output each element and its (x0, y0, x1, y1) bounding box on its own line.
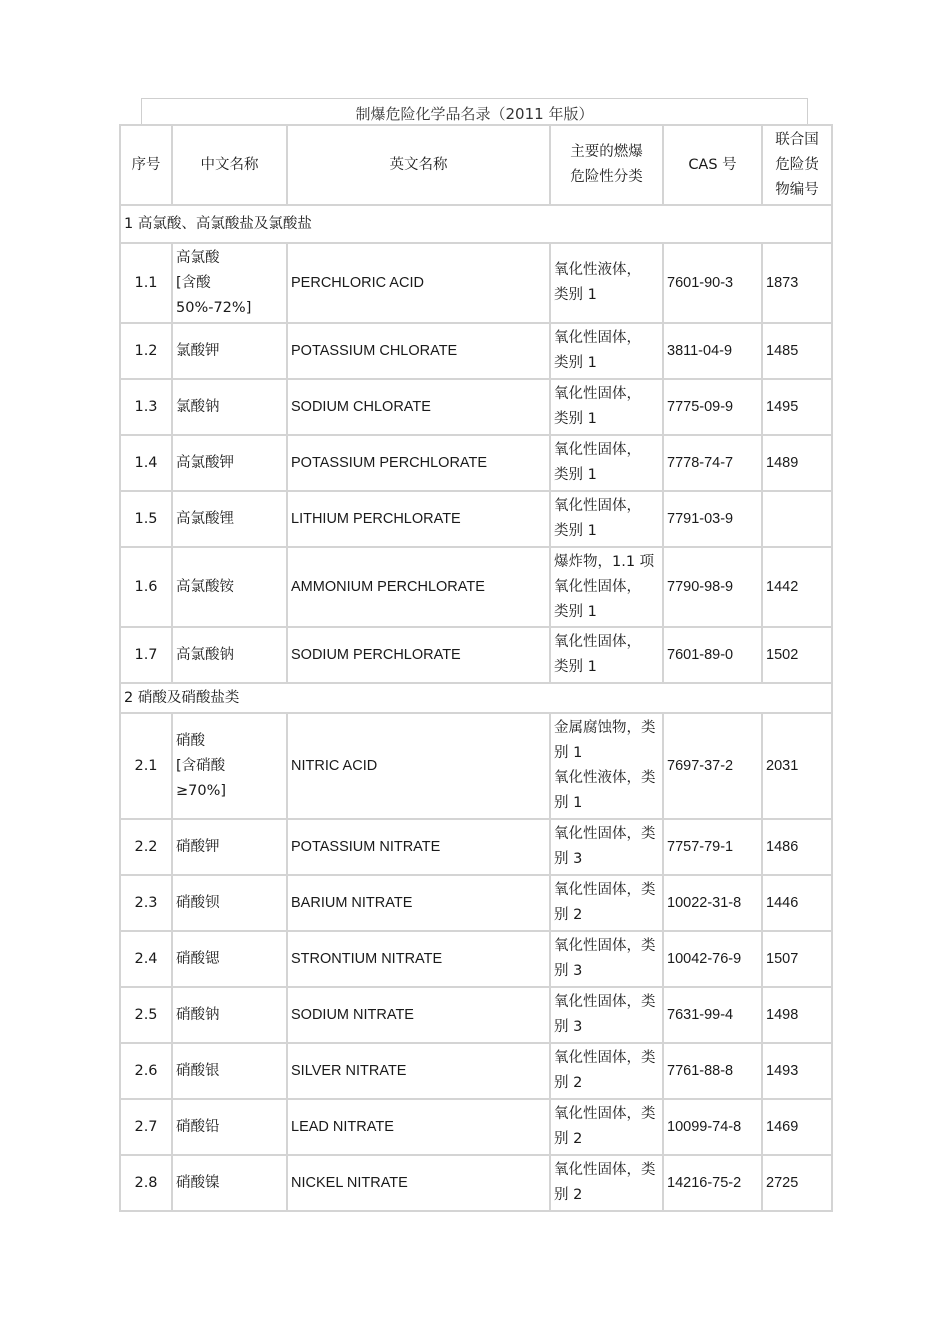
table-row (120, 931, 832, 987)
table-row (120, 1043, 832, 1099)
chinese-name-line: ≥70%] (176, 782, 227, 799)
cell-serial: 1.3 (120, 379, 172, 435)
cell-serial: 1.1 (120, 243, 172, 323)
hazard-line: 别 1 (554, 795, 583, 811)
cell-hazard (550, 491, 663, 547)
cell-hazard (550, 323, 663, 379)
chinese-name-line: 硝酸镍 (176, 1174, 220, 1191)
section-title: 2 硝酸及硝酸盐类 (120, 683, 832, 713)
cell-cas-number: 7631-99-4 (663, 987, 762, 1043)
hazard-line: 氧化性固体， (554, 442, 641, 458)
chinese-name-line: 硝酸铅 (176, 1118, 220, 1135)
hazard-line: 类别 1 (554, 467, 597, 483)
table-row (120, 379, 832, 435)
cell-serial: 1.4 (120, 435, 172, 491)
header-cas: CAS 号 (663, 125, 762, 205)
cell-chinese-name (172, 819, 287, 875)
chinese-name-line: 硝酸银 (176, 1062, 220, 1079)
header-serial: 序号 (120, 125, 172, 205)
chemicals-table (119, 124, 833, 1212)
cell-un-number: 2725 (762, 1155, 832, 1211)
hazard-line: 类别 1 (554, 355, 597, 371)
table-row (120, 1155, 832, 1211)
cell-serial: 1.5 (120, 491, 172, 547)
cell-cas-number: 14216-75-2 (663, 1155, 762, 1211)
chinese-name-line: 氯酸钠 (176, 398, 220, 415)
hazard-line: 类别 1 (554, 659, 597, 675)
chinese-name-line: 高氯酸钠 (176, 646, 234, 663)
chinese-name-line: 50%-72%] (176, 299, 252, 316)
cell-chinese-name (172, 1155, 287, 1211)
cell-un-number: 1873 (762, 243, 832, 323)
header-chinese-name: 中文名称 (172, 125, 287, 205)
cell-hazard (550, 1099, 663, 1155)
cell-cas-number: 7697-37-2 (663, 713, 762, 819)
hazard-line: 氧化性固体，类 (554, 938, 656, 954)
cell-un-number: 1493 (762, 1043, 832, 1099)
cell-cas-number: 7775-09-9 (663, 379, 762, 435)
hazard-line: 金属腐蚀物，类 (554, 720, 656, 736)
hazard-line: 类别 1 (554, 287, 597, 303)
chinese-name-line: 硝酸钡 (176, 894, 220, 911)
section-row (120, 205, 832, 243)
cell-english-name: POTASSIUM PERCHLORATE (287, 435, 550, 491)
section-row (120, 683, 832, 713)
cell-serial: 1.7 (120, 627, 172, 683)
cell-english-name: BARIUM NITRATE (287, 875, 550, 931)
cell-un-number: 2031 (762, 713, 832, 819)
hazard-line: 爆炸物，1.1 项 (554, 553, 655, 570)
table-row (120, 713, 832, 819)
cell-serial: 2.5 (120, 987, 172, 1043)
table-row (120, 875, 832, 931)
chinese-name-line: [含酸 (176, 274, 211, 291)
cell-un-number: 1485 (762, 323, 832, 379)
hazard-line: 别 2 (554, 1075, 583, 1091)
cell-cas-number: 7791-03-9 (663, 491, 762, 547)
chinese-name-line: 高氯酸锂 (176, 510, 234, 527)
header-hazard: 主要的燃爆 危险性分类 (550, 125, 663, 205)
cell-cas-number: 7601-89-0 (663, 627, 762, 683)
hazard-line: 氧化性液体，类 (554, 770, 656, 786)
cell-chinese-name (172, 379, 287, 435)
chinese-name-line: 硝酸锶 (176, 950, 220, 967)
table-row (120, 323, 832, 379)
cell-hazard (550, 819, 663, 875)
cell-un-number: 1486 (762, 819, 832, 875)
cell-serial: 2.3 (120, 875, 172, 931)
cell-chinese-name (172, 435, 287, 491)
cell-un-number: 1502 (762, 627, 832, 683)
cell-serial: 2.1 (120, 713, 172, 819)
cell-hazard (550, 547, 663, 627)
cell-chinese-name (172, 875, 287, 931)
hazard-line: 氧化性固体， (554, 386, 641, 402)
cell-chinese-name (172, 491, 287, 547)
hazard-line: 氧化性固体， (554, 578, 641, 595)
chinese-name-line: 高氯酸钾 (176, 454, 234, 471)
chinese-name-line: 氯酸钾 (176, 342, 220, 359)
cell-english-name: PERCHLORIC ACID (287, 243, 550, 323)
cell-hazard (550, 1043, 663, 1099)
cell-hazard (550, 243, 663, 323)
cell-chinese-name (172, 931, 287, 987)
document-title: 制爆危险化学品名录（2011 年版） (141, 98, 808, 125)
hazard-line: 氧化性固体， (554, 498, 641, 514)
cell-cas-number: 10042-76-9 (663, 931, 762, 987)
hazard-line: 别 2 (554, 1187, 583, 1203)
cell-english-name: LITHIUM PERCHLORATE (287, 491, 550, 547)
table-row (120, 819, 832, 875)
cell-english-name: SILVER NITRATE (287, 1043, 550, 1099)
cell-hazard (550, 1155, 663, 1211)
hazard-line: 氧化性液体， (554, 262, 641, 278)
hazard-line: 别 3 (554, 1019, 583, 1035)
cell-chinese-name (172, 713, 287, 819)
table-row (120, 987, 832, 1043)
hazard-line: 氧化性固体，类 (554, 826, 656, 842)
cell-cas-number: 7761-88-8 (663, 1043, 762, 1099)
hazard-line: 别 2 (554, 907, 583, 923)
hazard-line: 别 1 (554, 745, 583, 761)
cell-serial: 2.6 (120, 1043, 172, 1099)
cell-serial: 2.7 (120, 1099, 172, 1155)
cell-english-name: POTASSIUM CHLORATE (287, 323, 550, 379)
cell-hazard (550, 987, 663, 1043)
cell-cas-number: 10099-74-8 (663, 1099, 762, 1155)
cell-cas-number: 10022-31-8 (663, 875, 762, 931)
hazard-line: 氧化性固体， (554, 634, 641, 650)
cell-chinese-name (172, 987, 287, 1043)
header-english-name: 英文名称 (287, 125, 550, 205)
cell-un-number: 1446 (762, 875, 832, 931)
chinese-name-line: 硝酸 (176, 732, 205, 749)
chinese-name-line: [含硝酸 (176, 757, 226, 774)
cell-serial: 2.8 (120, 1155, 172, 1211)
cell-un-number (762, 491, 832, 547)
table-row (120, 435, 832, 491)
cell-chinese-name (172, 243, 287, 323)
table-row (120, 1099, 832, 1155)
hazard-line: 氧化性固体， (554, 330, 641, 346)
cell-un-number: 1469 (762, 1099, 832, 1155)
cell-hazard (550, 435, 663, 491)
cell-english-name: SODIUM NITRATE (287, 987, 550, 1043)
cell-serial: 2.4 (120, 931, 172, 987)
cell-english-name: NICKEL NITRATE (287, 1155, 550, 1211)
hazard-line: 别 2 (554, 1131, 583, 1147)
cell-cas-number: 7757-79-1 (663, 819, 762, 875)
cell-cas-number: 7601-90-3 (663, 243, 762, 323)
cell-english-name: AMMONIUM PERCHLORATE (287, 547, 550, 627)
hazard-line: 氧化性固体，类 (554, 1050, 656, 1066)
cell-english-name: POTASSIUM NITRATE (287, 819, 550, 875)
hazard-line: 类别 1 (554, 411, 597, 427)
table-row (120, 491, 832, 547)
chinese-name-line: 高氯酸 (176, 249, 220, 266)
cell-cas-number: 7778-74-7 (663, 435, 762, 491)
cell-english-name: SODIUM PERCHLORATE (287, 627, 550, 683)
cell-english-name: STRONTIUM NITRATE (287, 931, 550, 987)
cell-hazard (550, 713, 663, 819)
hazard-line: 氧化性固体，类 (554, 882, 656, 898)
cell-un-number: 1507 (762, 931, 832, 987)
chinese-name-line: 高氯酸铵 (176, 578, 234, 595)
chinese-name-line: 硝酸钠 (176, 1006, 220, 1023)
header-un-number: 联合国 危险货 物编号 (762, 125, 832, 205)
hazard-line: 别 3 (554, 851, 583, 867)
cell-hazard (550, 875, 663, 931)
cell-chinese-name (172, 547, 287, 627)
cell-serial: 2.2 (120, 819, 172, 875)
cell-un-number: 1442 (762, 547, 832, 627)
hazard-line: 别 3 (554, 963, 583, 979)
cell-cas-number: 7790-98-9 (663, 547, 762, 627)
table-row (120, 547, 832, 627)
cell-hazard (550, 379, 663, 435)
table-row (120, 243, 832, 323)
cell-cas-number: 3811-04-9 (663, 323, 762, 379)
cell-chinese-name (172, 1099, 287, 1155)
hazard-line: 氧化性固体，类 (554, 994, 656, 1010)
cell-chinese-name (172, 627, 287, 683)
cell-serial: 1.6 (120, 547, 172, 627)
cell-english-name: NITRIC ACID (287, 713, 550, 819)
cell-english-name: SODIUM CHLORATE (287, 379, 550, 435)
cell-hazard (550, 931, 663, 987)
hazard-line: 氧化性固体，类 (554, 1162, 656, 1178)
hazard-line: 类别 1 (554, 603, 597, 620)
cell-english-name: LEAD NITRATE (287, 1099, 550, 1155)
table-row (120, 627, 832, 683)
cell-un-number: 1489 (762, 435, 832, 491)
cell-un-number: 1495 (762, 379, 832, 435)
hazard-line: 类别 1 (554, 523, 597, 539)
hazard-line: 氧化性固体，类 (554, 1106, 656, 1122)
cell-chinese-name (172, 323, 287, 379)
cell-chinese-name (172, 1043, 287, 1099)
cell-un-number: 1498 (762, 987, 832, 1043)
chinese-name-line: 硝酸钾 (176, 838, 220, 855)
cell-serial: 1.2 (120, 323, 172, 379)
cell-hazard (550, 627, 663, 683)
section-title: 1 高氯酸、高氯酸盐及氯酸盐 (120, 205, 832, 243)
table-header-row (120, 125, 832, 205)
